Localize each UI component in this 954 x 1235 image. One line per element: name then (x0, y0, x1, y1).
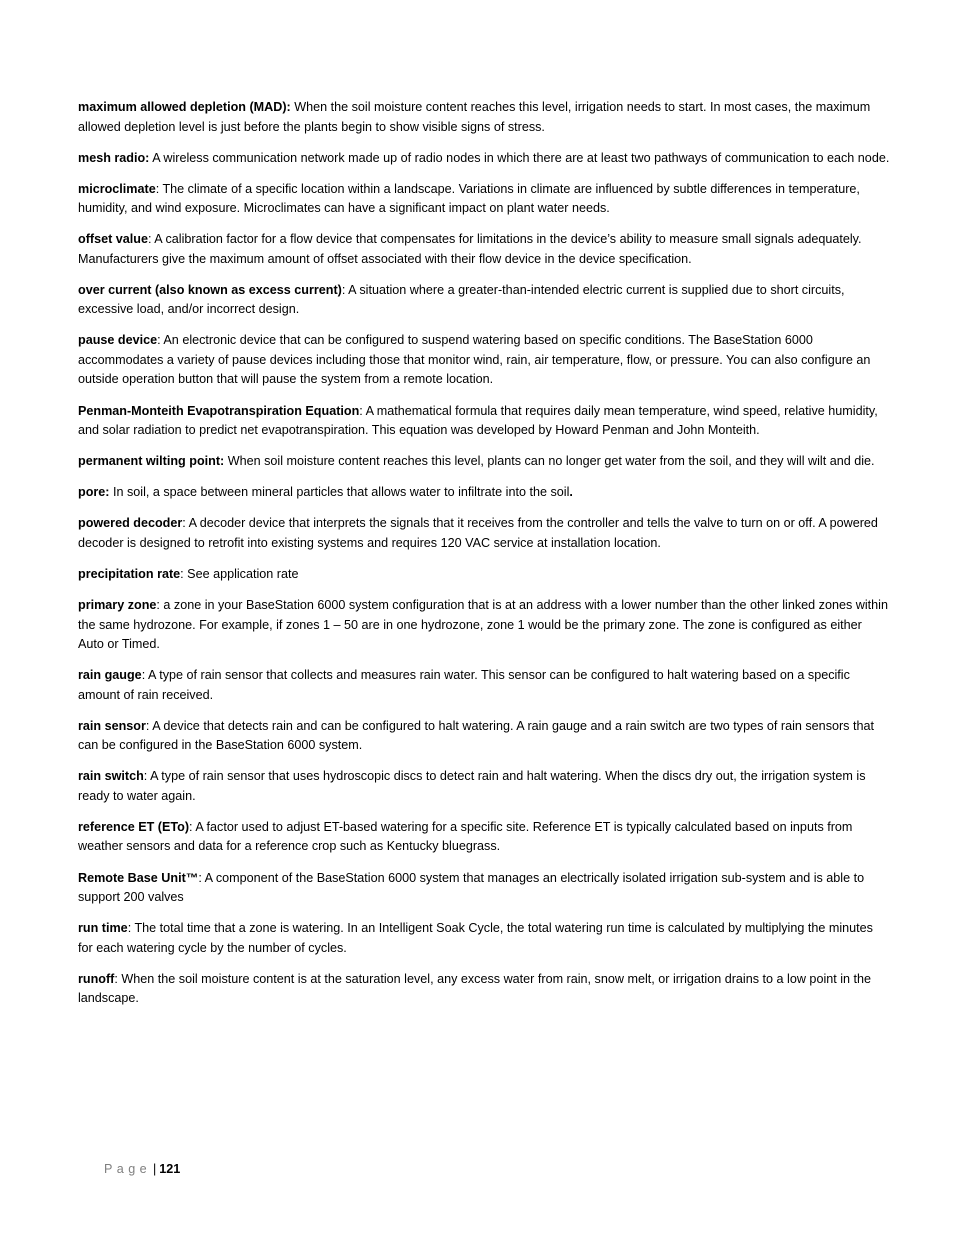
glossary-term: Remote Base Unit™ (78, 870, 199, 885)
glossary-entry-offset-value (78, 230, 890, 269)
glossary-entry-reference-et (78, 818, 890, 857)
page-number: 121 (159, 1162, 181, 1176)
glossary-definition: : A decoder device that interprets the signals that it receives from the controller and tells the valve to turn on or off. A powered decoder is designed to retrofit into existing systems and requires 120 VAC service at installation location. (78, 516, 878, 550)
glossary-entry-precipitation-rate (78, 565, 890, 585)
glossary-term: primary zone (78, 598, 157, 613)
glossary-definition: : When the soil moisture content is at the saturation level, any excess water from rain, snow melt, or irrigation drains to a low point in the landscape. (78, 971, 872, 1006)
glossary-definition: : a zone in your BaseStation 6000 system configuration that is at an address with a lower number than the other linked zones within the same hydrozone. For example, if zones 1 – 50 are in one hydrozone, zone 1 would be the primary zone. The zone is configured as either Auto or Timed. (78, 598, 888, 652)
glossary-entry-penman-monteith (78, 402, 890, 441)
glossary-entry-rain-sensor (78, 717, 890, 756)
glossary-entry-pause-device (78, 331, 890, 390)
glossary-entry-mesh-radio (78, 149, 890, 169)
page-footer (104, 1160, 180, 1178)
glossary-definition: : The total time that a zone is watering. In an Intelligent Soak Cycle, the total watering run time is calculated by multiplying the minutes for each watering cycle by the number of cycles. (78, 921, 873, 955)
glossary-term: over current (also known as excess current) (78, 282, 342, 297)
glossary-definition: : A device that detects rain and can be configured to halt watering. A rain gauge and a rain switch are two types of rain sensors that can be configured in the BaseStation 6000 system. (78, 718, 874, 753)
glossary-definition: : An electronic device that can be configured to suspend watering based on specific conditions. The BaseStation 6000 accommodates a variety of pause devices including those that monitor wind, rain, air temperature, flow, or pressure. You can also configure an outside operation button that will pause the system from a remote location. (78, 333, 871, 387)
glossary-entry-mad (78, 98, 890, 137)
page-separator: | (153, 1162, 157, 1176)
glossary-entry-microclimate (78, 180, 890, 219)
glossary-definition: : A type of rain sensor that uses hydroscopic discs to detect rain and halt watering. When the discs dry out, the irrigation system is ready to water again. (78, 769, 866, 803)
glossary-entry-powered-decoder (78, 514, 890, 553)
glossary-definition: : A component of the BaseStation 6000 system that manages an electrically isolated irrigation sub-system and is able to support 200 valves (78, 870, 865, 904)
glossary-page (78, 98, 890, 1020)
glossary-definition: : A calibration factor for a flow device that compensates for limitations in the device’s ability to measure small signals adequately. Manufacturers give the maximum amount of offset associated with their flow device in the device specification. (78, 232, 862, 266)
glossary-entry-primary-zone (78, 596, 890, 655)
glossary-term: pause device (78, 333, 158, 348)
glossary-term: permanent wilting point: (78, 454, 225, 469)
glossary-entry-rain-switch (78, 767, 890, 806)
glossary-definition: : See application rate (180, 566, 299, 581)
glossary-term: powered decoder (78, 516, 183, 531)
glossary-term: Penman-Monteith Evapotranspiration Equation (78, 403, 360, 418)
glossary-term: rain switch (78, 769, 144, 784)
glossary-entry-runoff (78, 970, 890, 1009)
glossary-entry-rain-gauge (78, 666, 890, 705)
glossary-term: reference ET (ETo) (78, 819, 190, 834)
glossary-definition: : A mathematical formula that requires daily mean temperature, wind speed, relative humidity, and solar radiation to predict net evapotranspiration. This equation was developed by Howard Penman and John Monteith. (78, 403, 878, 438)
glossary-entry-run-time (78, 919, 890, 958)
glossary-term: precipitation rate (78, 566, 181, 581)
glossary-term: rain gauge (78, 668, 142, 683)
glossary-entry-pore (78, 483, 890, 503)
glossary-term: runoff (78, 971, 115, 986)
glossary-definition: A wireless communication network made up of radio nodes in which there are at least two pathways of communication to each node. (149, 150, 890, 165)
glossary-entry-over-current (78, 281, 890, 320)
glossary-definition: : A situation where a greater-than-intended electric current is supplied due to short circuits, excessive load, and/or incorrect design. (78, 282, 845, 317)
glossary-term: pore: (78, 485, 110, 500)
glossary-term: maximum allowed depletion (MAD): (78, 100, 291, 114)
glossary-definition: When soil moisture content reaches this level, plants can no longer get water from the soil, and they will wilt and die. (224, 454, 875, 469)
glossary-term: run time (78, 921, 128, 936)
glossary-term: offset value (78, 232, 148, 247)
glossary-term: microclimate (78, 181, 156, 196)
glossary-trailing-period: . (569, 485, 573, 500)
glossary-entry-permanent-wilting-point (78, 452, 890, 472)
glossary-term: rain sensor (78, 718, 146, 733)
glossary-definition: : A type of rain sensor that collects and measures rain water. This sensor can be configured to halt watering based on a specific amount of rain received. (78, 668, 850, 702)
glossary-entry-remote-base-unit (78, 869, 890, 908)
glossary-definition: : A factor used to adjust ET-based watering for a specific site. Reference ET is typically calculated based on inputs from weather sensors and data for a reference crop such as Kentucky bluegrass. (78, 819, 853, 854)
page-label: Page (104, 1162, 152, 1176)
glossary-definition: When the soil moisture content reaches this level, irrigation needs to start. In most cases, the maximum allowed depletion level is just before the plants begin to show visible signs of stress. (78, 100, 871, 134)
glossary-definition: : The climate of a specific location within a landscape. Variations in climate are influenced by subtle differences in temperature, humidity, and wind exposure. Microclimates can have a significant impact on plant water needs. (78, 181, 860, 216)
glossary-definition: In soil, a space between mineral particles that allows water to infiltrate into the soil (109, 485, 570, 500)
glossary-term: mesh radio: (78, 150, 150, 165)
